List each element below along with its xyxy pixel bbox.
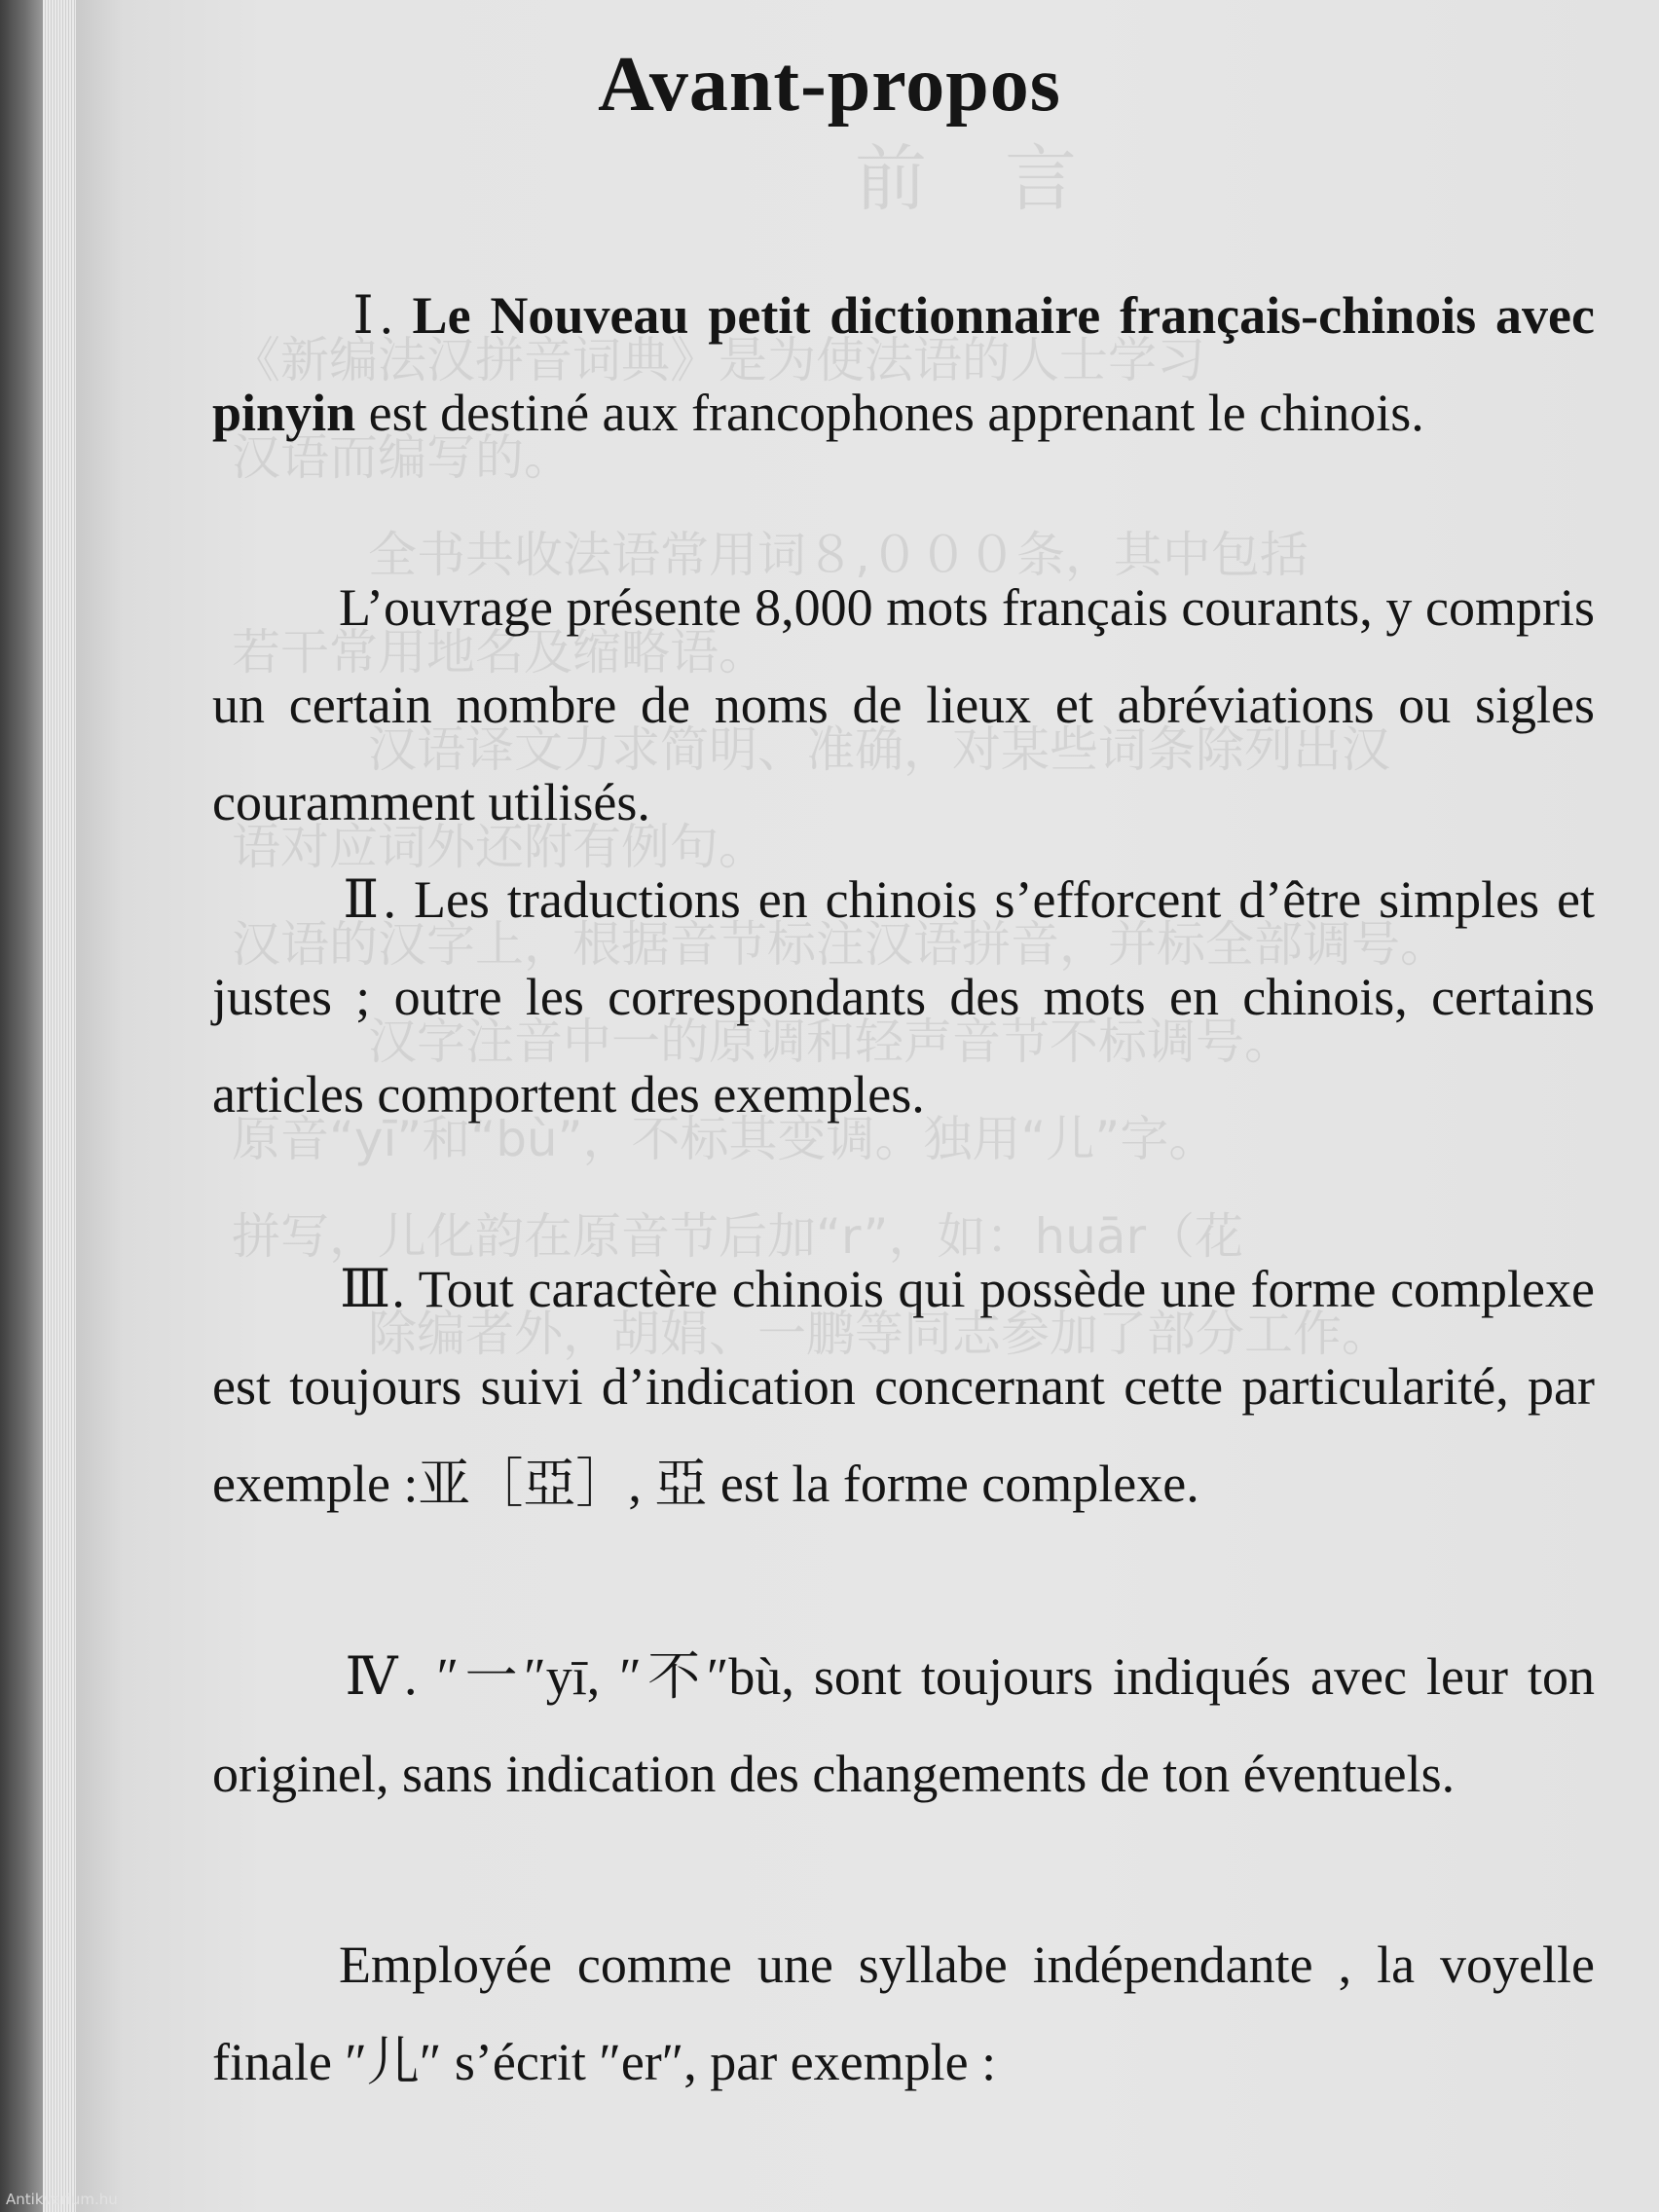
numeral-1: Ⅰ. [347,286,393,345]
paragraph-2-text: L’ouvrage présente 8,000 mots français courants, y compris un certain nombre de noms de lieux et abréviations ou sigles couramment utilisés. [212,578,1595,831]
show-through-text: 除编者外，胡娟、一鹏等同志参加了部分工作。 [368,1306,1390,1362]
show-through-text: 拼写，儿化韵在原音节后加“r”，如：huār（花 [232,1208,1244,1265]
show-through-text: 全书共收法语常用词８,０００条，其中包括 [368,527,1309,583]
dictionary-title: Le Nouveau petit dictionnaire français-chinois avec pinyin [212,286,1595,442]
paragraph-4-text: Tout caractère chinois qui possède une forme complexe est toujours suivi d’indication concernant cette particularité, par exemple :亚［亞］, 亞 est la forme complexe. [212,1260,1595,1513]
show-through-text: 语对应词外还附有例句。 [232,819,767,875]
numeral-3: Ⅲ. [339,1260,405,1318]
paragraph-2 [212,559,1595,851]
numeral-4: Ⅳ. [339,1647,418,1706]
paragraph-3 [212,851,1595,1143]
book-binding-edge [0,0,43,2212]
show-through-text: 汉字注音中一的原调和轻声音节不标调号。 [368,1014,1293,1070]
paragraph-6-text: Employée comme une syllabe indépendante , la voyelle finale ″儿″ s’écrit ″er″, par exemple : [212,1936,1595,2091]
show-through-text: 汉语的汉字上，根据音节标注汉语拼音，并标全部调号。 [232,916,1449,973]
paragraph-3-text: Les traductions en chinois s’efforcent d’être simples et justes ; outre les correspondants des mots en chinois, certains articles comportent des exemples. [212,870,1596,1124]
page-title: Avant-propos [598,42,1061,128]
show-through-text: 若干常用地名及缩略语。 [232,624,767,681]
show-through-text: 汉语而编写的。 [232,429,572,486]
show-through-text: 《新编法汉拼音词典》是为使法语的人士学习 [232,332,1205,388]
paragraph-1-text: est destiné aux francophones apprenant le chinois. [368,384,1424,442]
numeral-2: Ⅱ. [339,870,397,929]
paragraph-5-text: ″一″yī, ″不″bù, sont toujours indiqués avec leur ton originel, sans indication des changements de ton éventuels. [212,1647,1596,1803]
paragraph-5 [212,1628,1595,1823]
show-through-text: 汉语译文力求简明、准确，对某些词条除列出汉 [368,721,1390,778]
show-through-text: 原音“yī”和“bù”，不标其变调。独用“儿”字。 [232,1111,1218,1167]
paragraph-6 [212,1916,1595,2111]
watermark: Antikvarium.hu [6,2191,118,2208]
paragraph-1 [212,267,1595,461]
show-through-text: 前言 [855,137,1155,221]
page-stack-edge [43,0,76,2212]
paragraph-4 [212,1240,1595,1532]
